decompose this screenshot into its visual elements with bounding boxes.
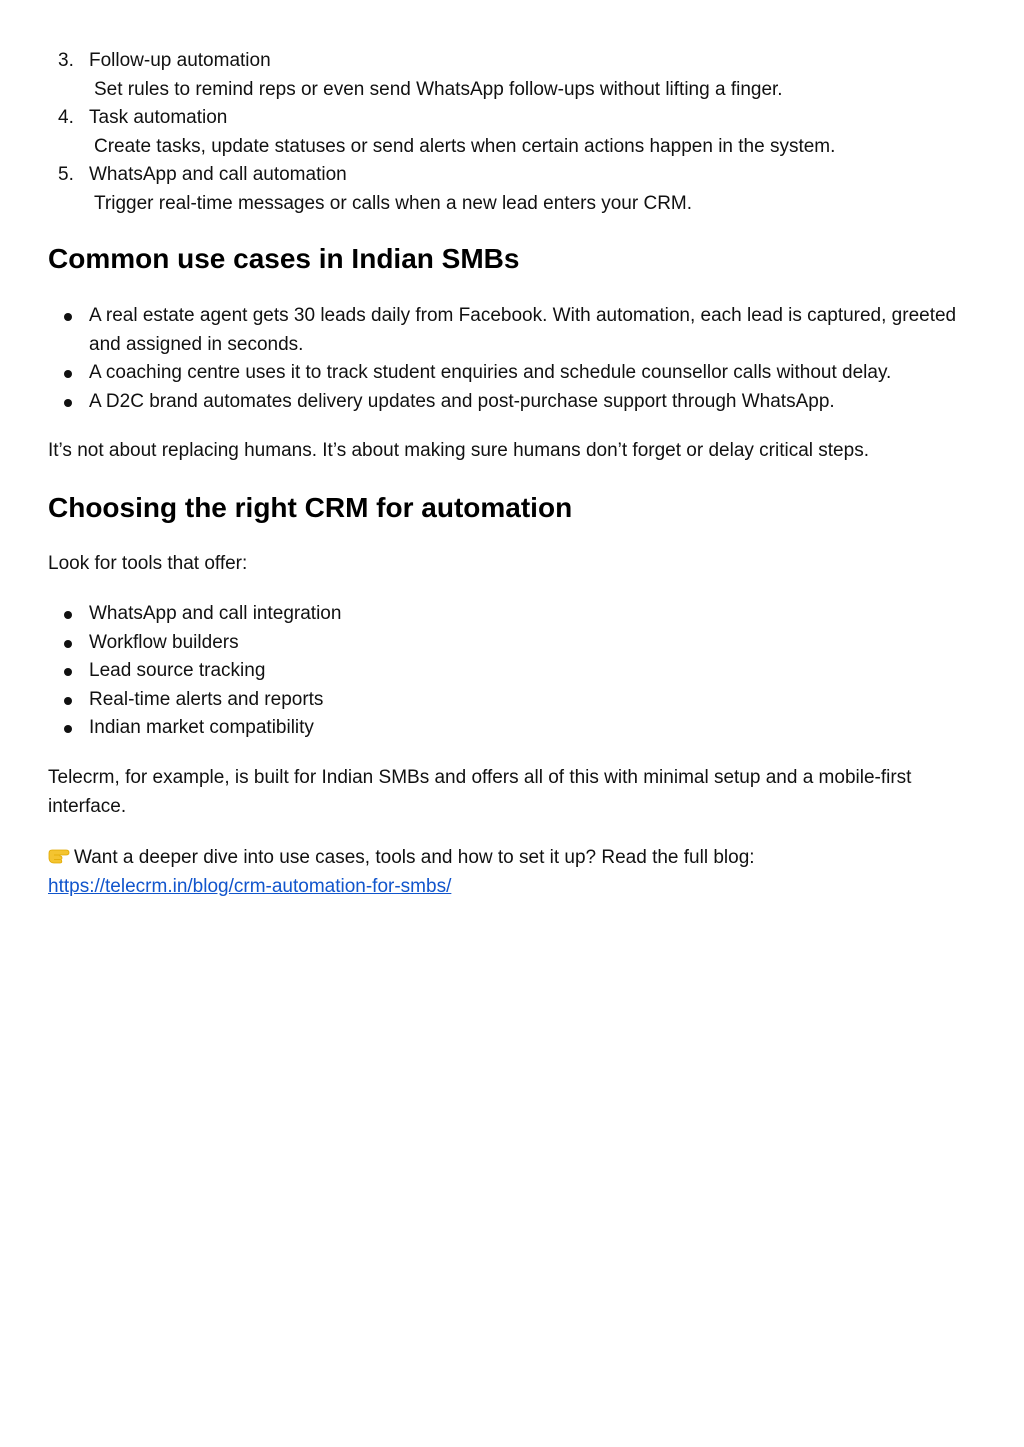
cta-text: Want a deeper dive into use cases, tools and how to set it up? Read the full blog:: [74, 847, 755, 868]
list-item-text: A coaching centre uses it to track student enquiries and schedule counsellor calls without delay.: [89, 362, 892, 383]
list-item-text: WhatsApp and call integration: [89, 603, 342, 624]
bullet-icon: [64, 370, 72, 378]
list-number: 3.: [58, 50, 74, 71]
bullet-icon: [64, 611, 72, 619]
section-heading-choosing: Choosing the right CRM for automation: [48, 492, 573, 523]
list-item-text: Workflow builders: [89, 631, 239, 653]
list-item-description: Create tasks, update statuses or send alerts when certain actions happen in the system.: [94, 135, 836, 157]
telecrm-paragraph: Telecrm, for example, is built for Indian SMBs and offers all of this with minimal setup and a mobile-first interface.: [48, 767, 912, 817]
pointing-hand-icon: [48, 845, 70, 865]
list-item-description: Trigger real-time messages or calls when a new lead enters your CRM.: [94, 192, 693, 214]
list-item: [48, 629, 978, 658]
bullet-icon: [64, 399, 72, 407]
list-item: [48, 302, 978, 359]
list-number: 5.: [58, 164, 74, 185]
list-item-title: Task automation: [89, 107, 228, 128]
numbered-list: [48, 47, 835, 218]
list-item: [48, 161, 835, 218]
tools-list: [48, 600, 978, 743]
list-item: [48, 359, 978, 388]
intro-paragraph: Look for tools that offer:: [48, 553, 248, 574]
list-item-text: A real estate agent gets 30 leads daily from Facebook. With automation, each lead is captured, greeted and assigned in seconds.: [89, 305, 957, 355]
bullet-icon: [64, 725, 72, 733]
cta-paragraph: [48, 843, 968, 901]
closing-paragraph: It’s not about replacing humans. It’s about making sure humans don’t forget or delay critical steps.: [48, 440, 869, 461]
list-item-text: Lead source tracking: [89, 660, 266, 681]
list-item-title: Follow-up automation: [89, 50, 271, 71]
list-item: [48, 388, 978, 417]
bullet-icon: [64, 697, 72, 705]
list-item-text: A D2C brand automates delivery updates and post-purchase support through WhatsApp.: [89, 390, 835, 412]
list-item: [48, 686, 978, 715]
list-item-title: WhatsApp and call automation: [89, 164, 347, 185]
use-cases-list: [48, 302, 978, 416]
bullet-icon: [64, 313, 72, 321]
bullet-icon: [64, 640, 72, 648]
section-heading-use-cases: Common use cases in Indian SMBs: [48, 243, 520, 274]
list-item: [48, 600, 978, 629]
list-item-text: Real-time alerts and reports: [89, 688, 324, 710]
list-item-text: Indian market compatibility: [89, 717, 314, 738]
list-number: 4.: [58, 107, 74, 128]
blog-link[interactable]: https://telecrm.in/blog/crm-automation-for-smbs/: [48, 876, 452, 897]
list-item: [48, 657, 978, 686]
list-item: [48, 104, 835, 161]
list-item: [48, 47, 835, 104]
bullet-icon: [64, 668, 72, 676]
list-item-description: Set rules to remind reps or even send WhatsApp follow-ups without lifting a finger.: [94, 78, 783, 100]
list-item: [48, 714, 978, 743]
